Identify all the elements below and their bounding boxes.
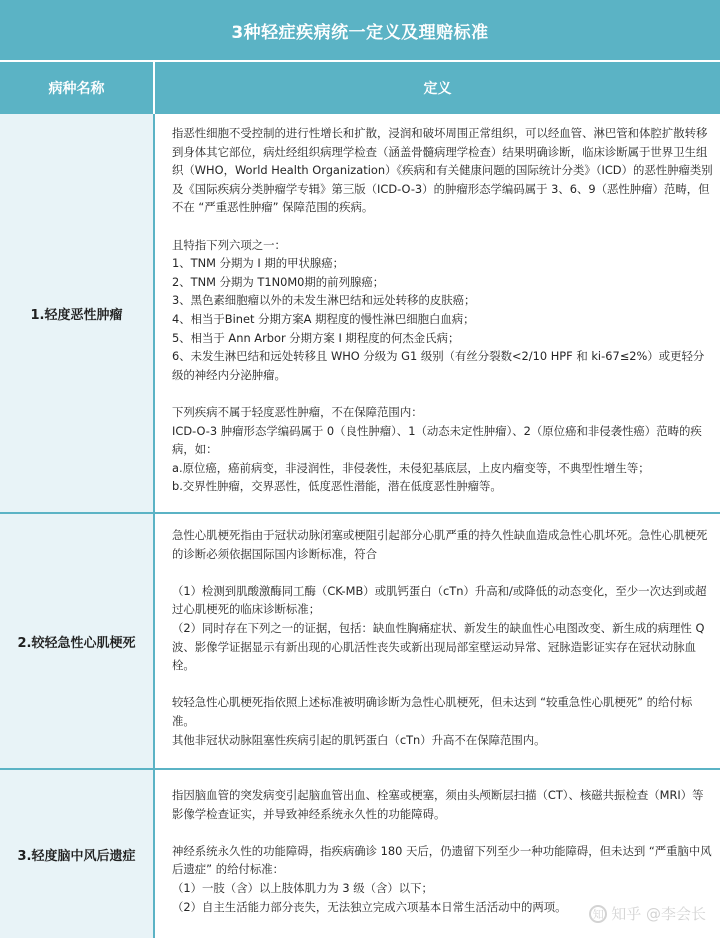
definition-paragraph: 神经系统永久性的功能障碍，指疾病确诊 180 天后，仍遗留下列至少一种功能障碍，但未达到 “严重脑中风后遗症” 的给付标准： bbox=[172, 843, 712, 877]
definition-paragraph: 指恶性细胞不受控制的进行性增长和扩散，浸润和破坏周围正常组织，可以经血管、淋巴管和体腔扩散转移到身体其它部位，病灶经组织病理学检查（涵盖骨髓病理学检查）结果明确诊断，临床诊断属于世界卫生组织（WHO，World Health Organization）《疾病和有关健康问题的国际统计分类》（ICD）的恶性肿瘤类别及《国际疾病分类肿瘤学专辑》第三版（ICD-O-3）的肿瘤形态学编码属于 3、6、9（恶性肿瘤）范畴，但不在 “严重恶性肿瘤” 保障范围的疾病。 bbox=[172, 126, 713, 215]
page-title: 3种轻症疾病统一定义及理赔标准 bbox=[0, 0, 720, 60]
definition-paragraph: a.原位癌，癌前病变，非浸润性，非侵袭性，未侵犯基底层，上皮内瘤变等，不典型性增生等； bbox=[172, 460, 650, 475]
definition-paragraph: b.交界性肿瘤，交界恶性，低度恶性潜能，潜在低度恶性肿瘤等。 bbox=[172, 479, 502, 494]
table-row bbox=[0, 114, 720, 512]
definition-paragraph: 下列疾病不属于轻度恶性肿瘤，不在保障范围内： bbox=[172, 404, 423, 419]
list-item: 4、相当于Binet 分期方案A 期程度的慢性淋巴细胞白血病； bbox=[172, 311, 475, 326]
definition-paragraph: 较轻急性心肌梗死指依照上述标准被明确诊断为急性心肌梗死，但未达到 “较重急性心肌梗死” 的给付标准。 bbox=[172, 695, 693, 728]
row-definition bbox=[155, 514, 720, 768]
column-divider bbox=[153, 114, 155, 938]
row-disease-name: 3.轻度脑中风后遗症 bbox=[0, 770, 153, 938]
definition-paragraph: （1）一肢（含）以上肢体肌力为 3 级（含）以下； bbox=[172, 880, 433, 895]
definition-paragraph: 其他非冠状动脉阻塞性疾病引起的肌钙蛋白（cTn）升高不在保障范围内。 bbox=[172, 732, 546, 747]
definition-paragraph: 急性心肌梗死指由于冠状动脉闭塞或梗阻引起部分心肌严重的持久性缺血造成急性心肌坏死。急性心肌梗死的诊断必须依据国际国内诊断标准，符合 bbox=[172, 528, 708, 561]
header-definition: 定义 bbox=[423, 81, 452, 97]
watermark bbox=[589, 903, 706, 924]
definition-paragraph: （2）同时存在下列之一的证据，包括：缺血性胸痛症状、新发生的缺血性心电图改变、新生成的病理性 Q 波、影像学证据显示有新出现的心肌活性丧失或新出现局部室壁运动异常、冠脉造影证实存在冠状动脉血栓。 bbox=[172, 620, 705, 673]
list-item: 6、未发生淋巴结和远处转移且 WHO 分级为 G1 级别（有丝分裂数<2/10 HPF 和 ki-67≤2%）或更轻分级的神经内分泌肿瘤。 bbox=[172, 349, 705, 382]
row-disease-name: 1.轻度恶性肿瘤 bbox=[0, 114, 153, 512]
list-item: 3、黑色素细胞瘤以外的未发生淋巴结和远处转移的皮肤癌； bbox=[172, 293, 476, 308]
table-row bbox=[0, 514, 720, 768]
header-disease-name: 病种名称 bbox=[48, 81, 105, 97]
definition-paragraph: 指因脑血管的突发病变引起脑血管出血、栓塞或梗塞，须由头颅断层扫描（CT）、核磁共振检查（MRI）等影像学检查证实，并导致神经系统永久性的功能障碍。 bbox=[172, 788, 704, 821]
definition-paragraph: （1）检测到肌酸激酶同工酶（CK-MB）或肌钙蛋白（cTn）升高和/或降低的动态变化，至少一次达到或超过心肌梗死的临床诊断标准； bbox=[172, 583, 707, 617]
list-item: 2、TNM 分期为 T1N0M0期的前列腺癌； bbox=[172, 274, 385, 289]
row-disease-name: 2.较轻急性心肌梗死 bbox=[0, 514, 153, 768]
row-definition bbox=[155, 114, 720, 512]
watermark-text: 知乎 @李会长 bbox=[611, 905, 706, 923]
definition-paragraph: （2）自主生活能力部分丧失，无法独立完成六项基本日常生活活动中的两项。 bbox=[172, 899, 567, 914]
table-header bbox=[0, 62, 720, 114]
definition-paragraph: 且特指下列六项之一： bbox=[172, 237, 286, 252]
definition-paragraph: ICD-O-3 肿瘤形态学编码属于 0（良性肿瘤）、1（动态未定性肿瘤）、2（原位癌和非侵袭性癌）范畴的疾病，如： bbox=[172, 423, 702, 457]
zhihu-icon: 知 bbox=[589, 905, 607, 923]
list-item: 1、TNM 分期为 I 期的甲状腺癌； bbox=[172, 256, 345, 271]
list-item: 5、相当于 Ann Arbor 分期方案 I 期程度的何杰金氏病； bbox=[172, 330, 460, 345]
